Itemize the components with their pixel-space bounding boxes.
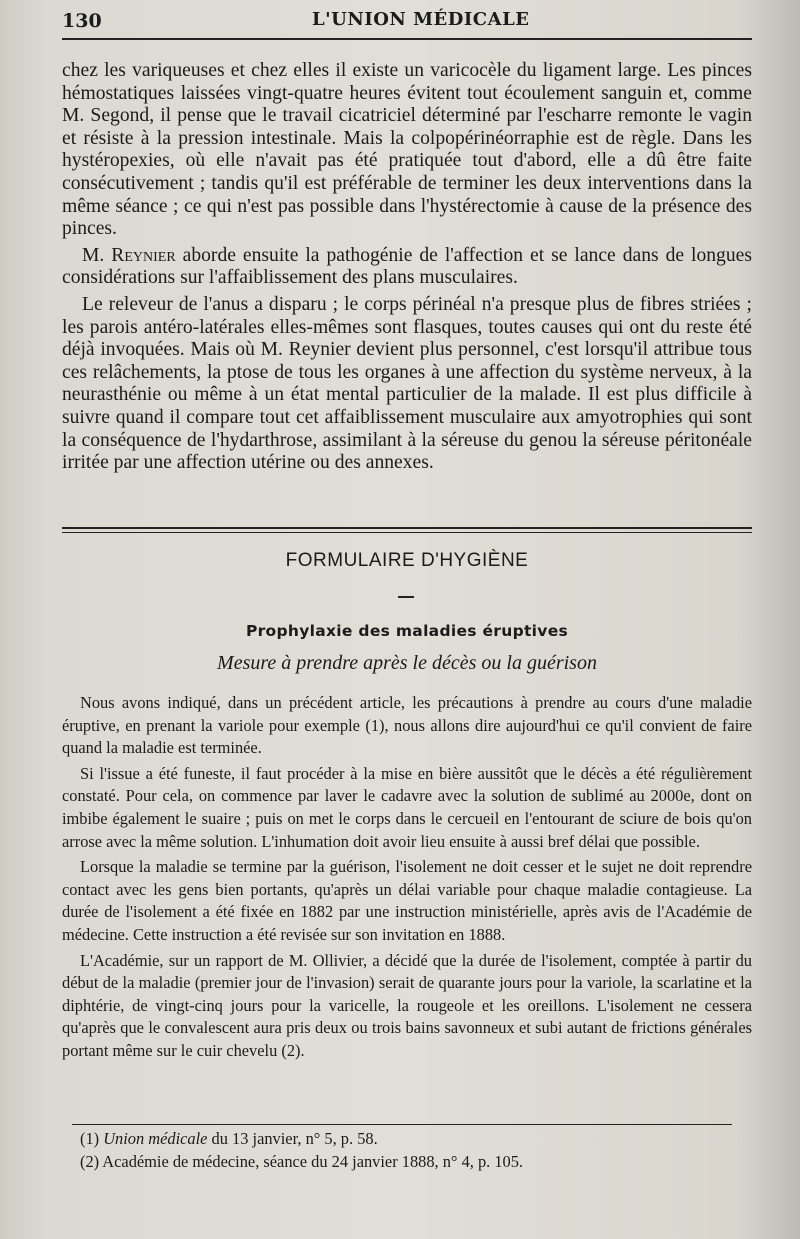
footnote-2: (2) Académie de médecine, séance du 24 janvier 1888, n° 4, p. 105.	[80, 1151, 524, 1171]
footnotes	[80, 1128, 750, 1173]
section-subheading: Prophylaxie des maladies éruptives	[245, 622, 569, 640]
author-name-reynier: Reynier	[111, 244, 176, 266]
journal-title: L'UNION MÉDICALE	[312, 9, 530, 30]
footnote-1-journal: Union médicale	[103, 1129, 208, 1148]
body-paragraph-1: Nous avons indiqué, dans un précédent article, les précautions à prendre au cours d'une maladie éruptive, en prenant la variole pour exemple (1), nous allons dire aujourd'hui ce qu'il convient de faire quand la maladie est terminée.	[62, 693, 752, 758]
reynier-rest: aborde ensuite la pathogénie de l'affection et se lance dans de longues considérations sur l'affaiblissement des plans musculaires.	[62, 244, 752, 289]
footnote-1	[80, 1128, 750, 1151]
page-number: 130	[62, 10, 102, 32]
title-dash	[398, 596, 414, 598]
body-paragraph-4: L'Académie, sur un rapport de M. Ollivier, a décidé que la durée de l'isolement, comptée à partir du début de la maladie (premier jour de l'invasion) serait de quarante jours pour la variole, la scarlatine et la diphtérie, de vingt-cinq jours pour la varicelle, la rougeole et les oreillons. L'isolement ne cessera qu'après que le convalescent aura pris deux ou trois bains savonneux et subi autant de frictions générales portant même sur le cuir chevelu (2).	[62, 950, 752, 1060]
reynier-prefix: M.	[82, 244, 112, 266]
article-paragraph-2	[62, 245, 752, 290]
section-divider-top	[62, 527, 752, 529]
page-header	[62, 6, 752, 32]
footnote-1-marker: (1)	[80, 1129, 104, 1148]
article-continuation	[62, 60, 752, 475]
footnote-rule	[72, 1124, 732, 1125]
body-paragraph-3: Lorsque la maladie se termine par la guérison, l'isolement ne doit cesser et le sujet ne doit reprendre contact avec les gens bien portants, qu'après un délai variable pour chaque maladie contagieuse. La durée de l'isolement a été fixée en 1882 par une instruction ministérielle, après avis de l'Académie de médecine. Cette instruction a été revisée sur son invitation en 1888.	[62, 857, 752, 944]
article-paragraph-1: chez les variqueuses et chez elles il existe un varicocèle du ligament large. Les pinces hémostatiques laissées vingt-quatre heures évitent tout écoulement sanguin et, comme M. Segond, il pense que le travail cicatriciel déterminé par l'escharre remonte le vagin et résiste à la pression intestinale. Mais la colpopérinéorraphie est de règle. Dans les hystéropexies, où elle n'avait pas été pratiquée tout d'abord, elle a dû être faite consécutivement ; tandis qu'il est préférable de terminer les deux interventions dans la même séance ; ce qui n'est pas possible dans l'hystérectomie à cause de la présence des pinces.	[62, 60, 752, 240]
section-divider-bottom	[62, 532, 752, 533]
header-rule	[62, 38, 752, 40]
footnote-1-rest: du 13 janvier, n° 5, p. 58.	[207, 1129, 378, 1148]
hygiene-body	[62, 692, 752, 1063]
article-paragraph-3: Le releveur de l'anus a disparu ; le corps périnéal n'a presque plus de fibres striées ; les parois antéro-latérales elles-mêmes sont flasques, toutes causes qui ont du reste été déjà invoquées. Mais où M. Reynier devient plus personnel, c'est lorsqu'il attribue tous ces relâchements, la ptose de tous les organes à une affection du système nerveux, à la neurasthénie ou même à un état mental particulier de la malade. Il est plus difficile à suivre quand il compare tout cet affaiblissement musculaire aux amyotrophies qui sont la conséquence de l'hydarthrose, assimilant à la séreuse du genou la séreuse péritonéale irritée par une affection utérine ou des annexes.	[62, 293, 752, 474]
section-title: FORMULAIRE D'HYGIÈNE	[285, 550, 529, 571]
body-paragraph-2: Si l'issue a été funeste, il faut procéder à la mise en bière aussitôt que le décès a été régulièrement constaté. Pour cela, on commence par laver le cadavre avec la solution de sublimé au 2000e, dont on imbibe également le suaire ; puis on met le corps dans le cercueil en l'entourant de sciure de bois qu'on arrose avec la même solution. L'inhumation doit avoir lieu ensuite à aussi bref délai que possible.	[62, 763, 752, 851]
section-subtitle: Mesure à prendre après le décès ou la guérison	[217, 652, 597, 674]
